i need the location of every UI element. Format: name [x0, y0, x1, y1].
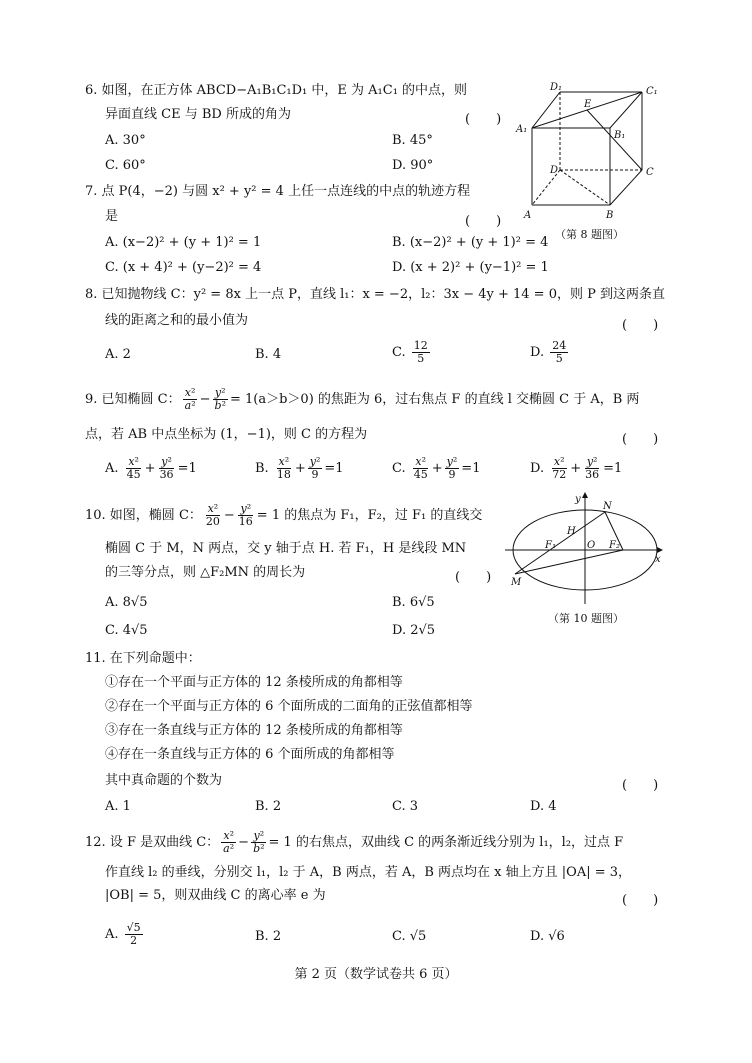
q12-option-a: A. $\frac{√5}{2}$: [105, 921, 141, 947]
label-c1: C₁: [646, 86, 658, 97]
q10-stem-line2: 椭圆 C 于 M，N 两点，交 y 轴于点 H. 若 F₁，H 是线段 MN: [105, 541, 467, 556]
q12-stem-line1: 12. 设 F 是双曲线 C： $\frac{\text{x²}}{\text{a²}}$ − $\frac{\text{y²}}{\text{b²}}$ = 1 的右焦点，双曲线 C 的两条渐近线分别为 l₁，l₂，过点 F: [85, 829, 624, 855]
q6-answer-paren: ( ): [465, 112, 502, 127]
cube-caption: （第 8 题图）: [555, 228, 624, 241]
q11-statement-3: ③存在一条直线与正方体的 12 条棱所成的角都相等: [105, 723, 403, 738]
label-d: D: [550, 165, 559, 176]
q9-option-d: D. $\frac{\text{x²}}{72}$ + $\frac{\text{y²}}{36}$ =1: [530, 455, 623, 481]
q10-stem-line3: 的三等分点，则 △F₂MN 的周长为: [105, 565, 306, 580]
q8-option-a: A. 2: [105, 347, 131, 362]
cube-figure: [510, 80, 660, 230]
label-f1: F₁: [545, 540, 556, 551]
q7-answer-paren: ( ): [465, 214, 502, 229]
q11-stem-line6: 其中真命题的个数为: [105, 773, 223, 788]
label-c: C: [646, 167, 654, 178]
label-d1: D₁: [550, 82, 563, 93]
q6-option-b: B. 45°: [392, 133, 433, 148]
q10-stem-line1: 10. 如图，椭圆 C： $\frac{\text{x²}}{20}$ − $\frac{\text{y²}}{16}$ = 1 的焦点为 F₁，F₂，过 F₁ 的直线交: [85, 502, 483, 528]
q9-option-a: A. $\frac{\text{x²}}{45}$ + $\frac{\text{y²}}{36}$ =1: [105, 455, 197, 481]
label-a: A: [524, 210, 532, 221]
q11-stem-line1: 11. 在下列命题中：: [85, 651, 201, 666]
ellipse-caption: （第 10 题图）: [548, 612, 624, 625]
q9-answer-paren: ( ): [622, 432, 659, 447]
q11-option-b: B. 2: [255, 799, 282, 814]
q8-stem-line1: 8. 已知抛物线 C：y² = 8x 上一点 P，直线 l₁：x = −2，l₂：3x − 4y + 14 = 0，则 P 到这两条直: [85, 287, 665, 302]
q8-option-b: B. 4: [255, 347, 282, 362]
q12-option-d: D. √6: [530, 929, 565, 944]
label-a1: A₁: [516, 124, 528, 135]
label-b: B: [606, 210, 614, 221]
label-e: E: [584, 99, 592, 110]
q9-option-b: B. $\frac{\text{x²}}{18}$ + $\frac{\text{y²}}{9}$ =1: [255, 455, 344, 481]
q11-option-d: D. 4: [530, 799, 557, 814]
q11-option-c: C. 3: [392, 799, 419, 814]
label-x: x: [655, 554, 661, 565]
q11-statement-1: ①存在一个平面与正方体的 12 条棱所成的角都相等: [105, 675, 403, 690]
q9-stem-line2: 点，若 AB 中点坐标为 (1，−1)，则 C 的方程为: [85, 427, 368, 442]
q6-option-d: D. 90°: [392, 158, 434, 173]
q7-option-a: A. (x−2)² + (y + 1)² = 1: [105, 235, 262, 250]
q10-option-c: C. 4√5: [105, 623, 148, 638]
q7-option-b: B. (x−2)² + (y + 1)² = 4: [392, 235, 549, 250]
q10-option-b: B. 6√5: [392, 595, 435, 610]
q12-option-b: B. 2: [255, 929, 282, 944]
q8-option-d: D. $\frac{24}{5}$: [530, 339, 567, 365]
label-h: H: [567, 526, 576, 537]
label-y: y: [575, 494, 581, 505]
q8-answer-paren: ( ): [622, 318, 659, 333]
q7-stem-line2: 是: [105, 209, 119, 224]
label-m: M: [511, 577, 522, 588]
q11-option-a: A. 1: [105, 799, 131, 814]
page-footer: 第 2 页（数学试卷共 6 页）: [294, 967, 458, 982]
q11-statement-4: ④存在一条直线与正方体的 6 个面所成的角都相等: [105, 747, 395, 762]
label-o: O: [587, 540, 596, 551]
q11-answer-paren: ( ): [622, 778, 659, 793]
q12-option-c: C. √5: [392, 929, 427, 944]
q12-answer-paren: ( ): [622, 893, 659, 908]
q6-option-a: A. 30°: [105, 133, 146, 148]
q10-answer-paren: ( ): [455, 570, 492, 585]
q12-stem-line3: |OB| = 5，则双曲线 C 的离心率 e 为: [105, 888, 326, 903]
q6-stem-line1: 6. 如图，在正方体 ABCD−A₁B₁C₁D₁ 中，E 为 A₁C₁ 的中点，则: [85, 83, 468, 98]
q8-option-c: C. $\frac{12}{5}$: [392, 339, 428, 365]
q7-option-c: C. (x + 4)² + (y−2)² = 4: [105, 260, 262, 275]
label-f2: F₂: [609, 540, 620, 551]
q7-stem-line1: 7. 点 P(4，−2) 与圆 x² + y² = 4 上任一点连线的中点的轨迹方程: [85, 184, 471, 199]
q8-stem-line2: 线的距离之和的最小值为: [105, 313, 249, 328]
label-n: N: [603, 501, 612, 512]
q9-stem-line1: 9. 已知椭圆 C： $\frac{\text{x²}}{\text{a²}}$ − $\frac{\text{y²}}{\text{b²}}$ = 1(a＞b＞0) 的焦距为 6，过右焦点 F 的直线 l 交椭圆 C 于 A，B 两: [85, 386, 640, 412]
q9-option-c: C. $\frac{\text{x²}}{45}$ + $\frac{\text{y²}}{9}$ =1: [392, 455, 481, 481]
q7-option-d: D. (x + 2)² + (y−1)² = 1: [392, 260, 549, 275]
q10-option-d: D. 2√5: [392, 623, 436, 638]
label-b1: B₁: [614, 130, 626, 141]
q12-stem-line2: 作直线 l₂ 的垂线，分别交 l₁，l₂ 于 A，B 两点，若 A，B 两点均在 x 轴上方且 |OA| = 3，: [105, 865, 632, 880]
q6-option-c: C. 60°: [105, 158, 146, 173]
q11-statement-2: ②存在一个平面与正方体的 6 个面所成的二面角的正弦值都相等: [105, 699, 473, 714]
q10-option-a: A. 8√5: [105, 595, 148, 610]
q6-stem-line2: 异面直线 CE 与 BD 所成的角为: [105, 107, 291, 122]
ellipse-figure: [505, 492, 665, 607]
